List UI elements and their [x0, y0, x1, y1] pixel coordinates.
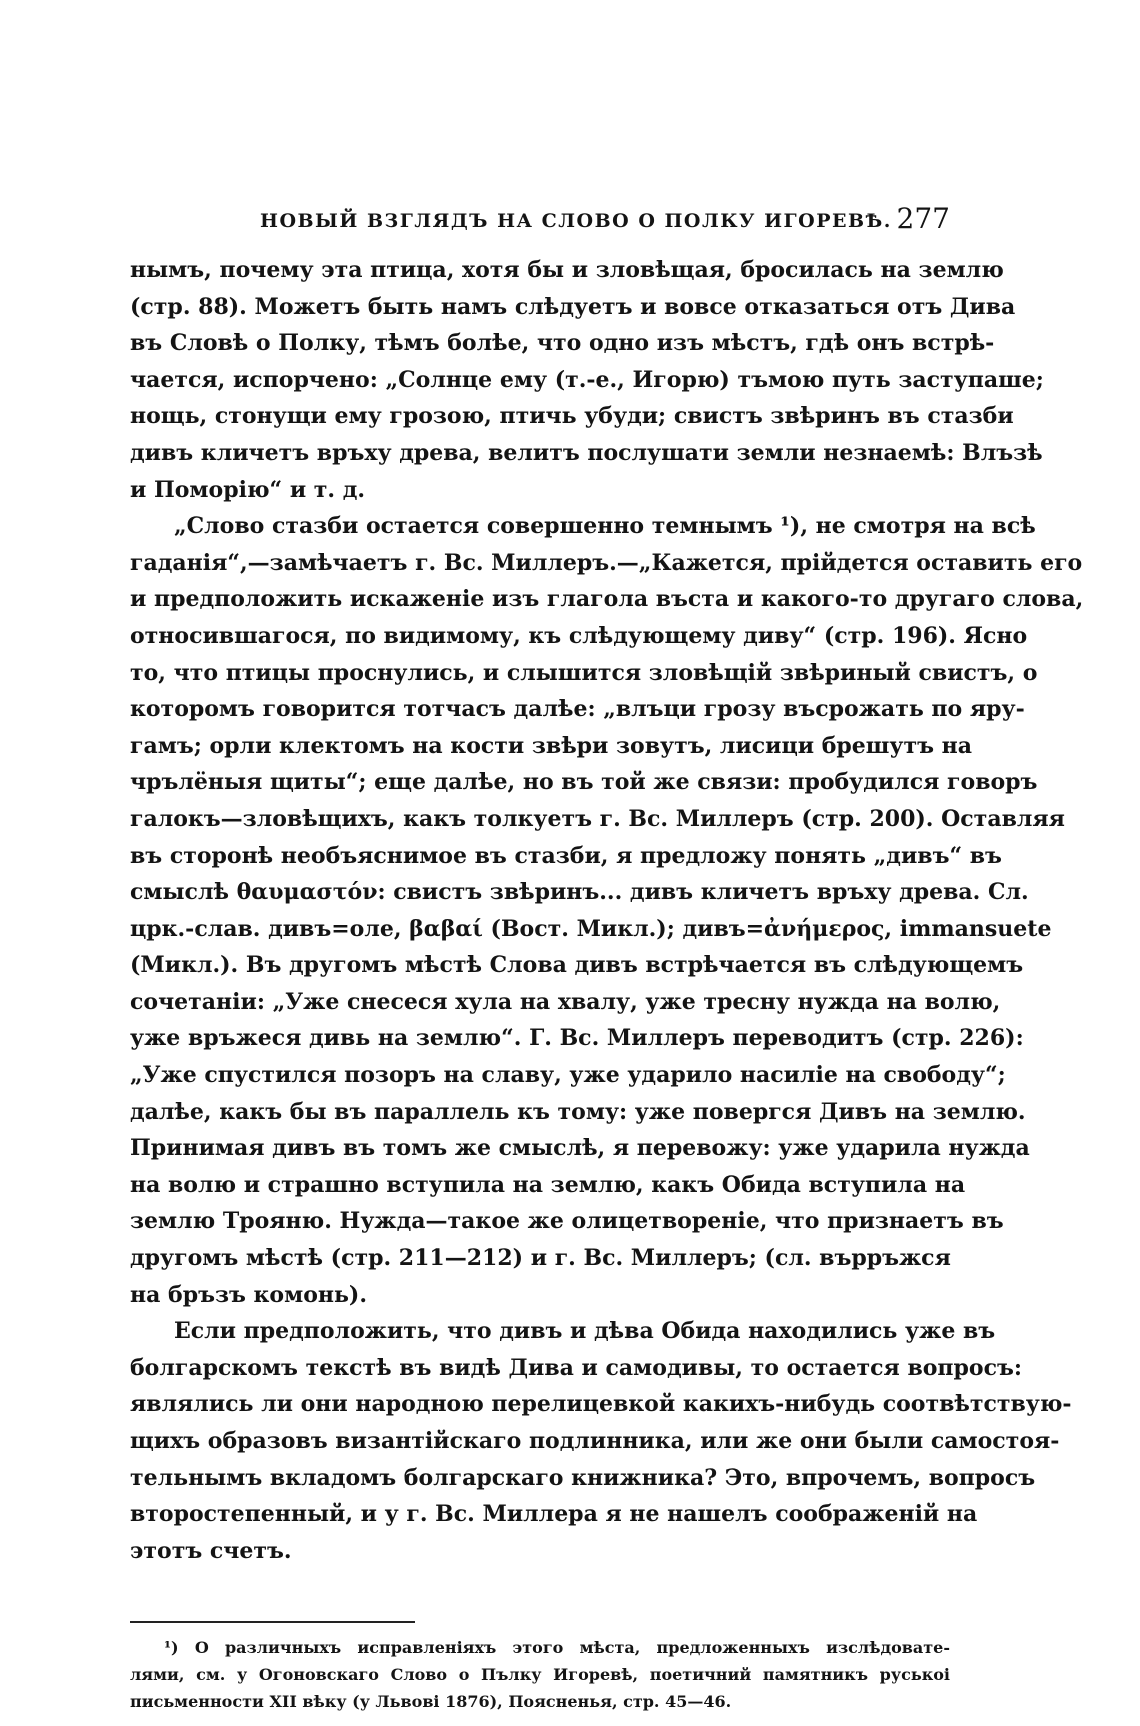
text-line: и Поморiю“ и т. д. — [130, 476, 366, 503]
text-line: второстепенный, и у г. Вс. Миллера я не нашелъ соображеній на — [130, 1501, 978, 1528]
text-line: являлись ли они народною перелицевкой какихъ-нибудь соотвѣтствую- — [130, 1391, 1072, 1418]
text-line: Если предположить, что дивъ и дѣва Обида находились уже въ — [174, 1318, 996, 1345]
footnote-divider — [130, 1621, 415, 1623]
text-line: (Микл.). Въ другомъ мѣстѣ Слова дивъ встрѣчается въ слѣдующемъ — [130, 952, 1024, 979]
text-line: далѣе, какъ бы въ параллель къ тому: уже повергся Дивъ на землю. — [130, 1098, 1026, 1125]
page-header — [130, 202, 950, 242]
text-line: тельнымъ вкладомъ болгарскаго книжника? Это, впрочемъ, вопросъ — [130, 1464, 1036, 1491]
text-line: другомъ мѣстѣ (стр. 211—212) и г. Вс. Миллеръ; (сл. върръжся — [130, 1245, 951, 1272]
text-line: въ сторонѣ необъяснимое въ стазби, я предложу понять „дивъ“ въ — [130, 842, 1002, 869]
text-line: нымъ, почему эта птица, хотя бы и зловѣщая, бросилась на землю — [130, 257, 1004, 283]
footnote-line: ¹) О различныхъ исправленіяхъ этого мѣста, предложенныхъ изслѣдовате- — [164, 1638, 950, 1657]
text-line: „Уже спустился позоръ на славу, уже ударило насиліе на свободу“; — [130, 1062, 1006, 1089]
text-line: гамъ; орли клектомъ на кости звѣри зовутъ, лисици брешутъ на — [130, 732, 973, 759]
text-line: (стр. 88). Можетъ быть намъ слѣдуетъ и вовсе отказаться отъ Дива — [130, 293, 1016, 320]
text-line: смыслѣ θαυμαστόν: свистъ звѣринъ... дивъ кличетъ връху древа. Сл. — [130, 879, 1029, 906]
running-title: НОВЫЙ ВЗГЛЯДЪ НА СЛОВО О ПОЛКУ ИГОРЕВѢ. — [260, 210, 892, 232]
text-line: въ Словѣ о Полку, тѣмъ болѣе, что одно изъ мѣстъ, гдѣ онъ встрѣ- — [130, 330, 995, 357]
text-line: нощь, стонущи ему грозою, птичь убуди; свистъ звѣринъ въ стазби — [130, 403, 1014, 430]
text-line: галокъ—зловѣщихъ, какъ толкуетъ г. Вс. Миллеръ (стр. 200). Оставляя — [130, 805, 1065, 832]
text-line: щихъ образовъ византійскаго подлинника, или же они были самостоя- — [130, 1428, 1060, 1454]
text-line: на бръзъ комонь). — [130, 1281, 367, 1308]
text-line: гаданія“,—замѣчаетъ г. Вс. Миллеръ.—„Кажется, прійдется оставить его — [130, 549, 1083, 576]
text-line: чрълёныя щиты“; еще далѣе, но въ той же связи: пробудился говоръ — [130, 769, 1038, 796]
text-line: которомъ говорится тотчасъ далѣе: „влъци грозу въсрожать по яру- — [130, 696, 1025, 723]
main-text — [130, 252, 1084, 1569]
text-line: чается, испорчено: „Солнце ему (т.-е., Игорю) тъмою путь заступаше; — [130, 366, 1044, 393]
footnote — [130, 1634, 950, 1715]
text-line: этотъ счетъ. — [130, 1537, 292, 1564]
text-line: уже връжеся дивь на землю“. Г. Вс. Миллеръ переводитъ (стр. 226): — [130, 1025, 1024, 1052]
text-line: Принимая дивъ въ томъ же смыслѣ, я перевожу: уже ударила нужда — [130, 1135, 1030, 1162]
text-line: и предположить искаженіе изъ глагола въста и какого-то другаго слова, — [130, 586, 1084, 613]
page-number: 277 — [896, 202, 950, 235]
text-line: болгарскомъ текстѣ въ видѣ Дива и самодивы, то остается вопросъ: — [130, 1354, 1022, 1381]
text-line: „Слово стазби остается совершенно темнымъ ¹), не смотря на всѣ — [174, 513, 1036, 540]
text-line: относившагося, по видимому, къ слѣдующему диву“ (стр. 196). Ясно — [130, 622, 1028, 649]
footnote-line: лями, см. у Огоновскаго Слово о Пълку Игоревѣ, поетичний памятникъ руськоі — [130, 1665, 950, 1684]
text-line: дивъ кличетъ връху древа, велитъ послушати земли незнаемѣ: Влъзѣ — [130, 439, 1043, 466]
text-line: то, что птицы проснулись, и слышится зловѣщій звѣриный свистъ, о — [130, 659, 1038, 686]
text-line: землю Трояню. Нужда—такое же олицетвореніе, что признаетъ въ — [130, 1208, 1004, 1235]
text-line: сочетаніи: „Уже снесеся хула на хвалу, уже тресну нужда на волю, — [130, 988, 1001, 1015]
text-line: црк.-слав. дивъ=оле, βαβαί (Вост. Микл.); дивъ=ἀνήμερος, immansuete — [130, 915, 1052, 942]
text-line: на волю и страшно вступила на землю, какъ Обида вступила на — [130, 1171, 966, 1198]
footnote-line: письменности XII вѣку (у Львові 1876), Поясненья, стр. 45—46. — [130, 1692, 732, 1711]
